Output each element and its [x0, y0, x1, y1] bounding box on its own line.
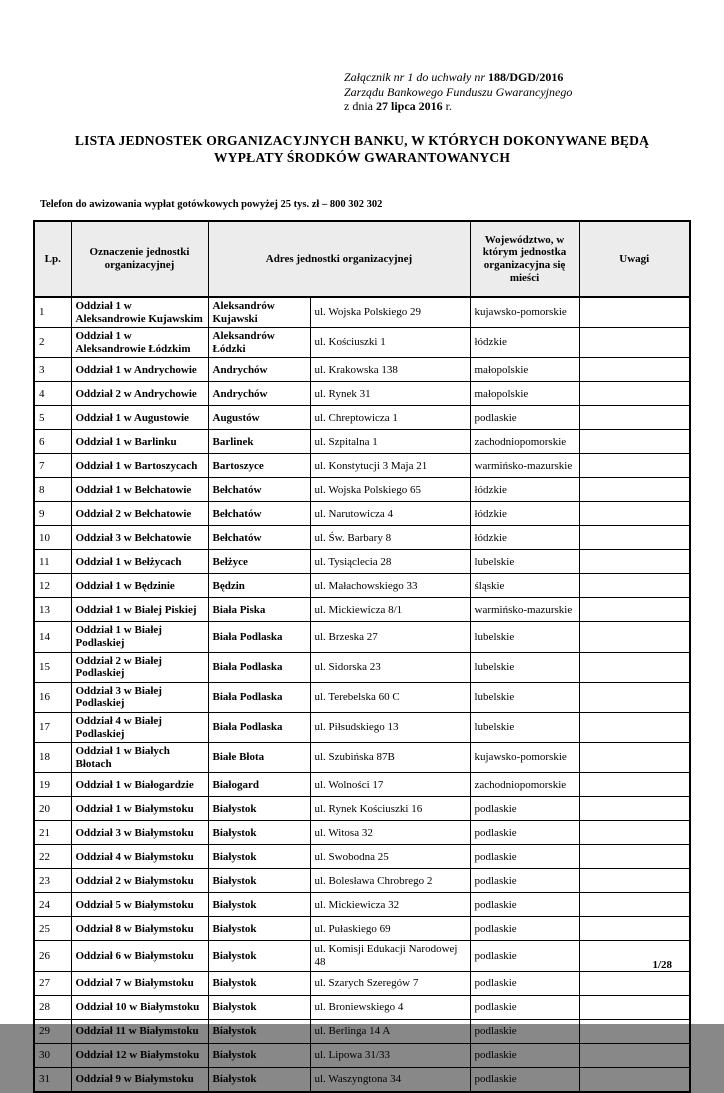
cell-designation: Oddział 8 w Białymstoku	[71, 917, 208, 941]
cell-voivodeship: podlaskie	[470, 1019, 579, 1043]
cell-voivodeship: podlaskie	[470, 1067, 579, 1092]
cell-remarks	[579, 358, 690, 382]
cell-remarks	[579, 941, 690, 971]
cell-remarks	[579, 1067, 690, 1092]
cell-lp: 23	[34, 869, 71, 893]
cell-city: Białystok	[208, 995, 310, 1019]
cell-voivodeship: warmińsko-mazurskie	[470, 598, 579, 622]
cell-voivodeship: kujawsko-pomorskie	[470, 297, 579, 328]
cell-city: Aleksandrów Łódzki	[208, 328, 310, 358]
cell-street: ul. Wolności 17	[310, 773, 470, 797]
phone-note: Telefon do awizowania wypłat gotówkowych powyżej 25 tys. zł – 800 302 302	[40, 199, 383, 210]
cell-city: Białystok	[208, 845, 310, 869]
table-row	[34, 430, 690, 454]
table-row	[34, 358, 690, 382]
cell-designation: Oddział 1 w Białymstoku	[71, 797, 208, 821]
cell-lp: 25	[34, 917, 71, 941]
cell-street: ul. Bolesława Chrobrego 2	[310, 869, 470, 893]
table-header-row	[34, 221, 690, 297]
cell-designation: Oddział 4 w Białej Podlaskiej	[71, 712, 208, 742]
cell-city: Białystok	[208, 971, 310, 995]
cell-street: ul. Berlinga 14 A	[310, 1019, 470, 1043]
cell-designation: Oddział 10 w Białymstoku	[71, 995, 208, 1019]
cell-remarks	[579, 869, 690, 893]
cell-designation: Oddział 2 w Białej Podlaskiej	[71, 652, 208, 682]
cell-city: Bełchatów	[208, 478, 310, 502]
cell-city: Bełżyce	[208, 550, 310, 574]
cell-voivodeship: małopolskie	[470, 382, 579, 406]
table-row	[34, 821, 690, 845]
cell-designation: Oddział 1 w Bartoszycach	[71, 454, 208, 478]
cell-designation: Oddział 1 w Barlinku	[71, 430, 208, 454]
table-row	[34, 797, 690, 821]
cell-designation: Oddział 6 w Białymstoku	[71, 941, 208, 971]
cell-street: ul. Witosa 32	[310, 821, 470, 845]
cell-designation: Oddział 1 w Białej Piskiej	[71, 598, 208, 622]
cell-street: ul. Wojska Polskiego 65	[310, 478, 470, 502]
cell-street: ul. Małachowskiego 33	[310, 574, 470, 598]
cell-street: ul. Piłsudskiego 13	[310, 712, 470, 742]
cell-lp: 5	[34, 406, 71, 430]
cell-street: ul. Rynek Kościuszki 16	[310, 797, 470, 821]
table-row	[34, 526, 690, 550]
cell-voivodeship: podlaskie	[470, 869, 579, 893]
table-row	[34, 712, 690, 742]
cell-voivodeship: podlaskie	[470, 893, 579, 917]
cell-city: Andrychów	[208, 382, 310, 406]
cell-city: Andrychów	[208, 358, 310, 382]
cell-remarks	[579, 502, 690, 526]
header-lp: Lp.	[34, 221, 71, 297]
attachment-line-3: z dnia 27 lipca 2016 r.	[344, 99, 453, 113]
cell-voivodeship: kujawsko-pomorskie	[470, 743, 579, 773]
cell-designation: Oddział 3 w Białej Podlaskiej	[71, 682, 208, 712]
cell-street: ul. Szubińska 87B	[310, 743, 470, 773]
cell-remarks	[579, 622, 690, 652]
cell-remarks	[579, 1019, 690, 1043]
table-row	[34, 917, 690, 941]
cell-designation: Oddział 12 w Białymstoku	[71, 1043, 208, 1067]
table-row	[34, 971, 690, 995]
cell-city: Bełchatów	[208, 526, 310, 550]
cell-voivodeship: małopolskie	[470, 358, 579, 382]
cell-remarks	[579, 971, 690, 995]
cell-voivodeship: warmińsko-mazurskie	[470, 454, 579, 478]
cell-street: ul. Swobodna 25	[310, 845, 470, 869]
cell-voivodeship: lubelskie	[470, 622, 579, 652]
cell-remarks	[579, 682, 690, 712]
cell-street: ul. Konstytucji 3 Maja 21	[310, 454, 470, 478]
attachment-line-2: Zarządu Bankowego Funduszu Gwarancyjnego	[344, 84, 573, 99]
cell-designation: Oddział 1 w Augustowie	[71, 406, 208, 430]
table-row	[34, 682, 690, 712]
table-row	[34, 502, 690, 526]
table-row	[34, 743, 690, 773]
table-row	[34, 845, 690, 869]
cell-voivodeship: lubelskie	[470, 652, 579, 682]
cell-voivodeship: zachodniopomorskie	[470, 430, 579, 454]
cell-lp: 15	[34, 652, 71, 682]
cell-city: Białystok	[208, 893, 310, 917]
cell-designation: Oddział 1 w Aleksandrowie Łódzkim	[71, 328, 208, 358]
cell-street: ul. Broniewskiego 4	[310, 995, 470, 1019]
table-header	[34, 221, 690, 297]
cell-street: ul. Szpitalna 1	[310, 430, 470, 454]
cell-street: ul. Szarych Szeregów 7	[310, 971, 470, 995]
cell-city: Białystok	[208, 797, 310, 821]
cell-designation: Oddział 5 w Białymstoku	[71, 893, 208, 917]
cell-city: Białystok	[208, 1019, 310, 1043]
cell-voivodeship: łódzkie	[470, 328, 579, 358]
cell-street: ul. Tysiąclecia 28	[310, 550, 470, 574]
cell-street: ul. Pułaskiego 69	[310, 917, 470, 941]
cell-remarks	[579, 526, 690, 550]
cell-city: Bełchatów	[208, 502, 310, 526]
cell-city: Będzin	[208, 574, 310, 598]
cell-voivodeship: podlaskie	[470, 1043, 579, 1067]
cell-designation: Oddział 1 w Andrychowie	[71, 358, 208, 382]
cell-street: ul. Waszyngtona 34	[310, 1067, 470, 1092]
cell-voivodeship: podlaskie	[470, 797, 579, 821]
table-row	[34, 893, 690, 917]
header-voivodeship: Województwo, w którym jednostka organizacyjna się mieści	[470, 221, 579, 297]
cell-city: Białystok	[208, 1067, 310, 1092]
cell-city: Białe Błota	[208, 743, 310, 773]
cell-lp: 2	[34, 328, 71, 358]
cell-city: Białystok	[208, 941, 310, 971]
cell-city: Biała Podlaska	[208, 682, 310, 712]
cell-lp: 7	[34, 454, 71, 478]
cell-lp: 24	[34, 893, 71, 917]
cell-lp: 11	[34, 550, 71, 574]
header-designation: Oznaczenie jednostki organizacyjnej	[71, 221, 208, 297]
cell-designation: Oddział 9 w Białymstoku	[71, 1067, 208, 1092]
cell-street: ul. Rynek 31	[310, 382, 470, 406]
cell-lp: 13	[34, 598, 71, 622]
cell-city: Biała Podlaska	[208, 712, 310, 742]
table-row	[34, 1043, 690, 1067]
cell-voivodeship: podlaskie	[470, 917, 579, 941]
cell-voivodeship: zachodniopomorskie	[470, 773, 579, 797]
cell-lp: 31	[34, 1067, 71, 1092]
cell-voivodeship: lubelskie	[470, 550, 579, 574]
cell-voivodeship: śląskie	[470, 574, 579, 598]
cell-remarks	[579, 598, 690, 622]
cell-street: ul. Wojska Polskiego 29	[310, 297, 470, 328]
cell-city: Białystok	[208, 917, 310, 941]
cell-street: ul. Kościuszki 1	[310, 328, 470, 358]
cell-street: ul. Mickiewicza 32	[310, 893, 470, 917]
cell-voivodeship: łódzkie	[470, 478, 579, 502]
cell-lp: 26	[34, 941, 71, 971]
table-row	[34, 328, 690, 358]
cell-lp: 8	[34, 478, 71, 502]
cell-street: ul. Narutowicza 4	[310, 502, 470, 526]
table-row	[34, 1067, 690, 1092]
cell-designation: Oddział 2 w Bełchatowie	[71, 502, 208, 526]
cell-remarks	[579, 797, 690, 821]
cell-designation: Oddział 4 w Białymstoku	[71, 845, 208, 869]
cell-city: Barlinek	[208, 430, 310, 454]
cell-remarks	[579, 845, 690, 869]
cell-city: Biała Piska	[208, 598, 310, 622]
header-remarks: Uwagi	[579, 221, 690, 297]
cell-street: ul. Chreptowicza 1	[310, 406, 470, 430]
cell-remarks	[579, 382, 690, 406]
cell-designation: Oddział 11 w Białymstoku	[71, 1019, 208, 1043]
cell-designation: Oddział 1 w Białej Podlaskiej	[71, 622, 208, 652]
cell-city: Białystok	[208, 1043, 310, 1067]
cell-voivodeship: podlaskie	[470, 995, 579, 1019]
cell-lp: 27	[34, 971, 71, 995]
cell-remarks	[579, 550, 690, 574]
cell-remarks	[579, 406, 690, 430]
cell-lp: 14	[34, 622, 71, 652]
cell-remarks	[579, 297, 690, 328]
cell-remarks	[579, 328, 690, 358]
cell-designation: Oddział 1 w Białych Błotach	[71, 743, 208, 773]
cell-voivodeship: podlaskie	[470, 971, 579, 995]
cell-city: Białystok	[208, 869, 310, 893]
table-row	[34, 478, 690, 502]
cell-city: Bartoszyce	[208, 454, 310, 478]
cell-street: ul. Mickiewicza 8/1	[310, 598, 470, 622]
cell-lp: 19	[34, 773, 71, 797]
cell-remarks	[579, 652, 690, 682]
table-row	[34, 941, 690, 971]
cell-designation: Oddział 1 w Bełchatowie	[71, 478, 208, 502]
cell-remarks	[579, 743, 690, 773]
cell-voivodeship: łódzkie	[470, 502, 579, 526]
cell-remarks	[579, 821, 690, 845]
cell-designation: Oddział 1 w Białogardzie	[71, 773, 208, 797]
cell-designation: Oddział 1 w Aleksandrowie Kujawskim	[71, 297, 208, 328]
cell-lp: 12	[34, 574, 71, 598]
cell-remarks	[579, 478, 690, 502]
cell-street: ul. Lipowa 31/33	[310, 1043, 470, 1067]
table-row	[34, 622, 690, 652]
page-number: 1/28	[652, 959, 672, 971]
cell-lp: 4	[34, 382, 71, 406]
cell-street: ul. Sidorska 23	[310, 652, 470, 682]
cell-designation: Oddział 3 w Białymstoku	[71, 821, 208, 845]
cell-street: ul. Terebelska 60 C	[310, 682, 470, 712]
cell-city: Biała Podlaska	[208, 622, 310, 652]
cell-voivodeship: podlaskie	[470, 941, 579, 971]
cell-designation: Oddział 1 w Bełżycach	[71, 550, 208, 574]
table-row	[34, 652, 690, 682]
cell-lp: 10	[34, 526, 71, 550]
cell-voivodeship: podlaskie	[470, 406, 579, 430]
table-row	[34, 382, 690, 406]
cell-lp: 22	[34, 845, 71, 869]
attachment-reference	[344, 70, 572, 114]
cell-lp: 29	[34, 1019, 71, 1043]
cell-voivodeship: podlaskie	[470, 821, 579, 845]
cell-lp: 20	[34, 797, 71, 821]
cell-remarks	[579, 995, 690, 1019]
cell-lp: 1	[34, 297, 71, 328]
cell-voivodeship: łódzkie	[470, 526, 579, 550]
table-body	[34, 297, 690, 1092]
table-row	[34, 869, 690, 893]
cell-lp: 18	[34, 743, 71, 773]
units-table	[33, 220, 691, 1093]
cell-lp: 17	[34, 712, 71, 742]
cell-voivodeship: podlaskie	[470, 845, 579, 869]
cell-street: ul. Krakowska 138	[310, 358, 470, 382]
cell-designation: Oddział 1 w Będzinie	[71, 574, 208, 598]
cell-lp: 6	[34, 430, 71, 454]
cell-remarks	[579, 454, 690, 478]
cell-remarks	[579, 1043, 690, 1067]
cell-lp: 9	[34, 502, 71, 526]
attachment-line-1: Załącznik nr 1 do uchwały nr 188/DGD/2016	[344, 70, 564, 84]
cell-lp: 28	[34, 995, 71, 1019]
cell-remarks	[579, 712, 690, 742]
table-row	[34, 454, 690, 478]
table-row	[34, 550, 690, 574]
table-row	[34, 574, 690, 598]
cell-remarks	[579, 917, 690, 941]
cell-lp: 30	[34, 1043, 71, 1067]
table-row	[34, 598, 690, 622]
cell-city: Białogard	[208, 773, 310, 797]
cell-designation: Oddział 2 w Białymstoku	[71, 869, 208, 893]
cell-street: ul. Św. Barbary 8	[310, 526, 470, 550]
page-title: LISTA JEDNOSTEK ORGANIZACYJNYCH BANKU, W KTÓRYCH DOKONYWANE BĘDĄ WYPŁATY ŚRODKÓW GWARANTOWANYCH	[74, 133, 650, 165]
cell-designation: Oddział 2 w Andrychowie	[71, 382, 208, 406]
cell-street: ul. Komisji Edukacji Narodowej 48	[310, 941, 470, 971]
table-row	[34, 995, 690, 1019]
cell-remarks	[579, 430, 690, 454]
cell-city: Biała Podlaska	[208, 652, 310, 682]
cell-city: Augustów	[208, 406, 310, 430]
cell-city: Aleksandrów Kujawski	[208, 297, 310, 328]
table-row	[34, 406, 690, 430]
table-row	[34, 297, 690, 328]
cell-lp: 3	[34, 358, 71, 382]
cell-remarks	[579, 574, 690, 598]
cell-voivodeship: lubelskie	[470, 712, 579, 742]
cell-remarks	[579, 773, 690, 797]
cell-designation: Oddział 7 w Białymstoku	[71, 971, 208, 995]
table-row	[34, 1019, 690, 1043]
cell-remarks	[579, 893, 690, 917]
cell-city: Białystok	[208, 821, 310, 845]
cell-designation: Oddział 3 w Bełchatowie	[71, 526, 208, 550]
cell-lp: 16	[34, 682, 71, 712]
cell-street: ul. Brzeska 27	[310, 622, 470, 652]
cell-lp: 21	[34, 821, 71, 845]
cell-voivodeship: lubelskie	[470, 682, 579, 712]
table-row	[34, 773, 690, 797]
header-address: Adres jednostki organizacyjnej	[208, 221, 470, 297]
